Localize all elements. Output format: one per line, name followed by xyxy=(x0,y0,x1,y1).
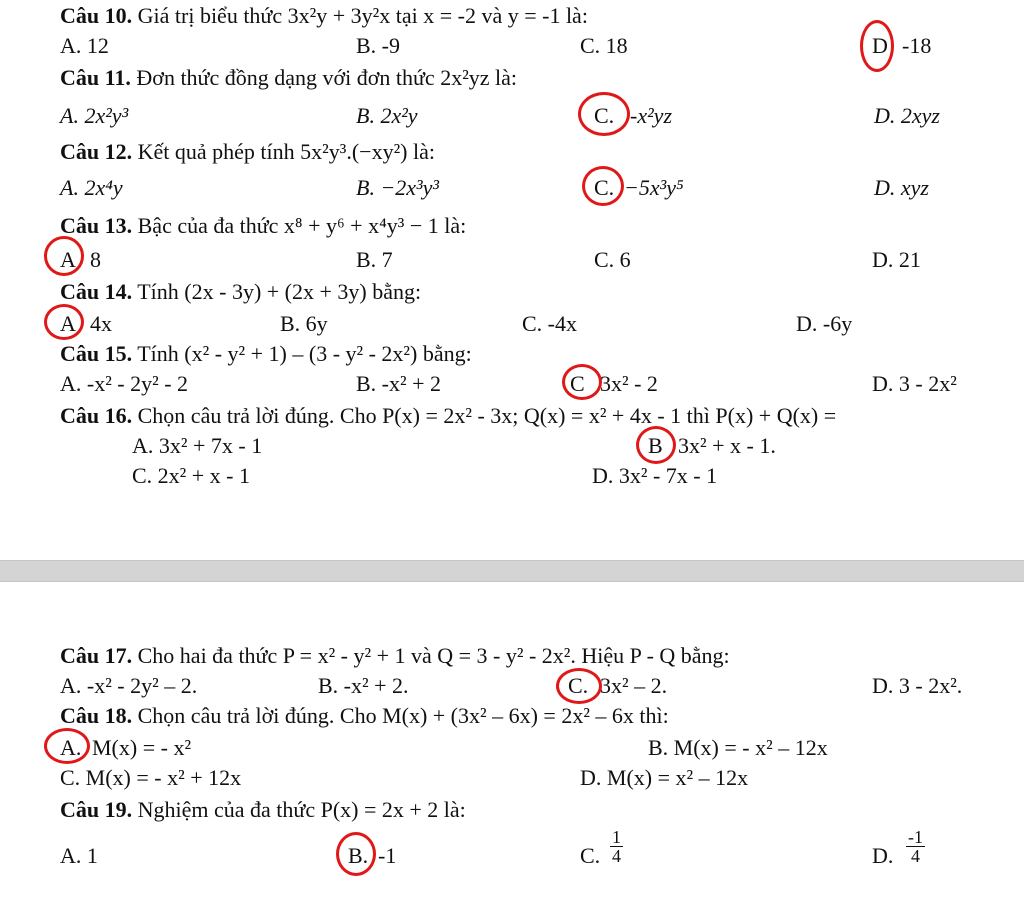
question-label: Câu 15. xyxy=(60,341,133,366)
question-label: Câu 14. xyxy=(60,279,133,304)
page-separator xyxy=(0,560,1024,582)
question-text: Chọn câu trả lời đúng. Cho P(x) = 2x² - 3x; Q(x) = x² + 4x - 1 thì P(x) + Q(x) = xyxy=(137,403,837,428)
option-a: A. 12 xyxy=(60,33,109,58)
option-c: C. 18 xyxy=(580,33,628,58)
question-13 xyxy=(60,214,466,238)
question-label: Câu 11. xyxy=(60,65,131,90)
question-text: Tính (2x - 3y) + (2x + 3y) bằng: xyxy=(137,279,422,304)
option-b-value: 3x² + x - 1. xyxy=(678,433,776,458)
option-d-fraction xyxy=(906,828,925,865)
fraction-denominator: 4 xyxy=(911,846,920,866)
option-c-fraction xyxy=(610,828,623,865)
question-text: Nghiệm của đa thức P(x) = 2x + 2 là: xyxy=(137,797,466,822)
option-b-value: -1 xyxy=(378,843,397,868)
option-a: A. -x² - 2y² – 2. xyxy=(60,673,198,698)
option-b: B. 2x²y xyxy=(356,103,418,128)
option-d-letter: D. xyxy=(872,843,894,868)
option-c: C. 2x² + x - 1 xyxy=(132,463,251,488)
question-label: Câu 12. xyxy=(60,139,133,164)
option-a-letter: A. xyxy=(60,735,82,760)
option-d: D. M(x) = x² – 12x xyxy=(580,765,749,790)
question-text: Đơn thức đồng dạng với đơn thức 2x²yz là: xyxy=(136,65,518,90)
question-text: Tính (x² - y² + 1) – (3 - y² - 2x²) bằng: xyxy=(137,341,472,366)
option-a-value: 8 xyxy=(90,247,101,272)
question-label: Câu 10. xyxy=(60,3,133,28)
question-17 xyxy=(60,644,730,668)
question-label: Câu 17. xyxy=(60,643,133,668)
option-c-letter: C xyxy=(570,371,585,396)
fraction-denominator: 4 xyxy=(612,846,621,866)
question-18 xyxy=(60,704,669,728)
option-d: D. xyz xyxy=(874,175,929,200)
question-19 xyxy=(60,798,466,822)
question-12 xyxy=(60,140,435,164)
option-c: C. -4x xyxy=(522,311,577,336)
option-b: B. M(x) = - x² – 12x xyxy=(648,735,828,760)
question-label: Câu 13. xyxy=(60,213,133,238)
option-d: D. 3 - 2x² xyxy=(872,371,957,396)
question-14 xyxy=(60,280,421,304)
question-16 xyxy=(60,404,836,428)
option-b: B. −2x³y³ xyxy=(356,175,440,200)
question-text: Chọn câu trả lời đúng. Cho M(x) + (3x² – 6x) = 2x² – 6x thì: xyxy=(137,703,669,728)
option-c: C. 6 xyxy=(594,247,631,272)
option-a: A. -x² - 2y² - 2 xyxy=(60,371,189,396)
option-b-letter: B. xyxy=(348,843,369,868)
option-b: B. 7 xyxy=(356,247,393,272)
question-10 xyxy=(60,4,588,28)
option-c-value: 3x² – 2. xyxy=(600,673,668,698)
page-2 xyxy=(0,582,1024,912)
option-c-value: 3x² - 2 xyxy=(600,371,658,396)
option-c-letter: C. xyxy=(580,843,601,868)
option-d: D. 21 xyxy=(872,247,921,272)
option-c-letter: C. xyxy=(594,103,615,128)
question-15 xyxy=(60,342,472,366)
question-label: Câu 16. xyxy=(60,403,133,428)
question-text: Bậc của đa thức x⁸ + y⁶ + x⁴y³ − 1 là: xyxy=(137,213,467,238)
question-label: Câu 18. xyxy=(60,703,133,728)
option-d: D. 2xyz xyxy=(874,103,940,128)
option-c: C. M(x) = - x² + 12x xyxy=(60,765,242,790)
question-text: Giá trị biểu thức 3x²y + 3y²x tại x = -2 và y = -1 là: xyxy=(137,3,588,28)
option-a: A. 2x⁴y xyxy=(60,175,123,200)
option-a-letter: A xyxy=(60,311,76,336)
option-c-letter: C. xyxy=(568,673,589,698)
option-d-letter: D xyxy=(872,33,888,58)
option-a: A. 3x² + 7x - 1 xyxy=(132,433,263,458)
question-label: Câu 19. xyxy=(60,797,133,822)
option-d: D. 3 - 2x². xyxy=(872,673,963,698)
question-11 xyxy=(60,66,517,90)
option-a: A. 2x²y³ xyxy=(60,103,129,128)
option-a: A. 1 xyxy=(60,843,98,868)
option-c-value: -x²yz xyxy=(630,103,673,128)
option-a-letter: A xyxy=(60,247,76,272)
option-c-value: −5x³y⁵ xyxy=(624,175,684,200)
option-a-value: M(x) = - x² xyxy=(92,735,192,760)
option-c-letter: C. xyxy=(594,175,615,200)
fraction-numerator: 1 xyxy=(612,827,621,847)
option-d: D. 3x² - 7x - 1 xyxy=(592,463,718,488)
option-b-letter: B xyxy=(648,433,663,458)
question-text: Kết quả phép tính 5x²y³.(−xy²) là: xyxy=(137,139,435,164)
option-a-value: 4x xyxy=(90,311,112,336)
option-b: B. 6y xyxy=(280,311,328,336)
option-b: B. -x² + 2. xyxy=(318,673,409,698)
option-d-value: -18 xyxy=(902,33,932,58)
option-b: B. -9 xyxy=(356,33,400,58)
question-text: Cho hai đa thức P = x² - y² + 1 và Q = 3 - y² - 2x². Hiệu P - Q bằng: xyxy=(137,643,730,668)
option-d: D. -6y xyxy=(796,311,853,336)
fraction-numerator: -1 xyxy=(908,827,923,847)
option-b: B. -x² + 2 xyxy=(356,371,442,396)
